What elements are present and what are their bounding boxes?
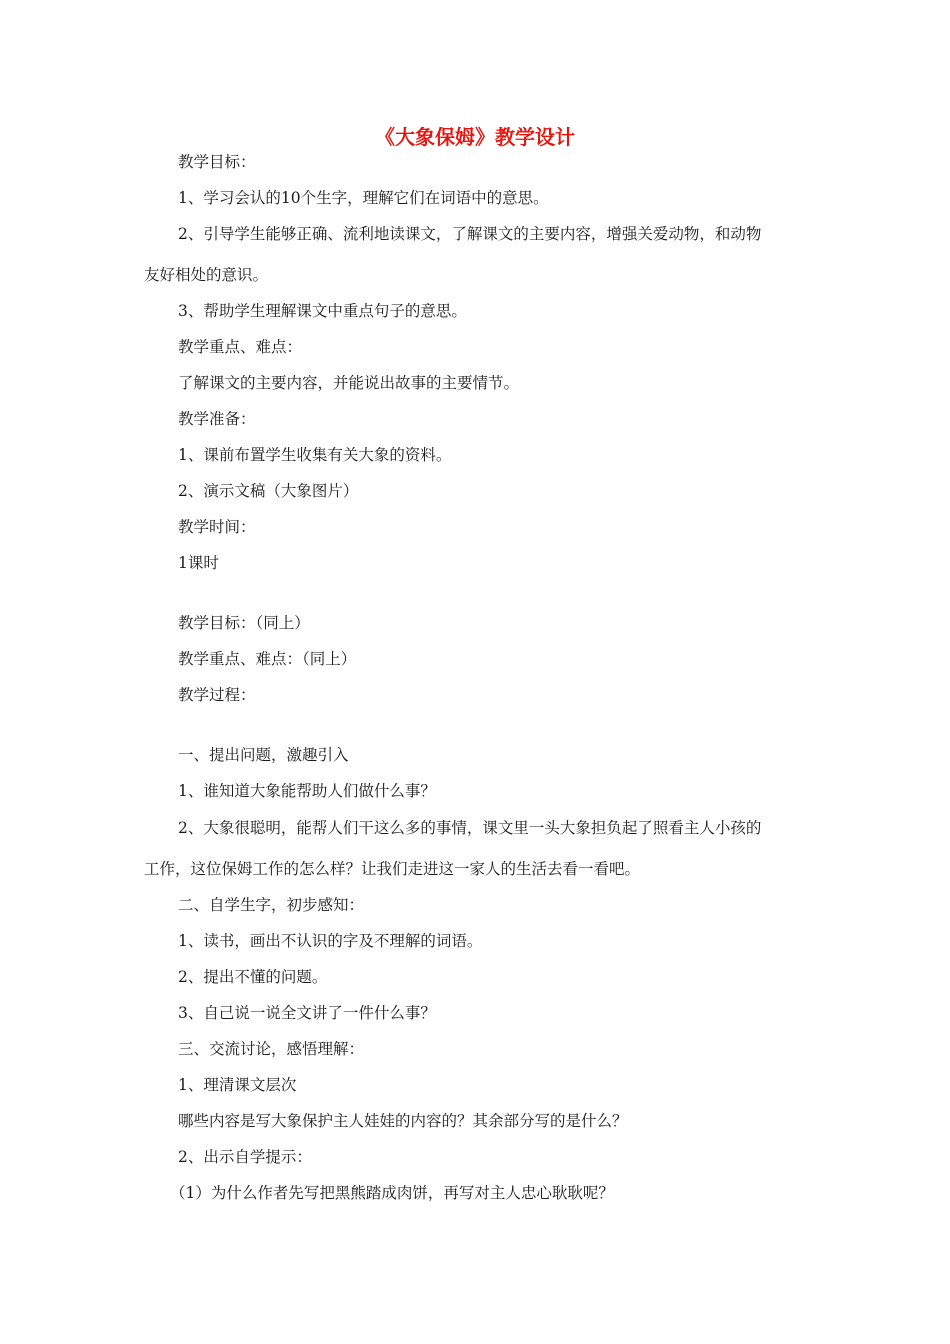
preparation-1: 1、课前布置学生收集有关大象的资料。 xyxy=(178,446,452,464)
section-2-item-2: 2、提出不懂的问题。 xyxy=(178,968,328,986)
objective-2: 2、引导学生能够正确、流利地读课文，了解课文的主要内容，增强关爱动物，和动物 xyxy=(178,225,762,243)
preparation-heading: 教学准备： xyxy=(178,410,256,428)
objective-3: 3、帮助学生理解课文中重点句子的意思。 xyxy=(178,302,467,320)
section-1-item-2-continued: 工作，这位保姆工作的怎么样？让我们走进这一家人的生活去看一看吧。 xyxy=(144,860,641,878)
section-3-prompt-1: （1）为什么作者先写把黑熊踏成肉饼，再写对主人忠心耿耿呢？ xyxy=(170,1184,614,1202)
time-heading: 教学时间： xyxy=(178,518,256,536)
objective-1: 1、学习会认的10个生字，理解它们在词语中的意思。 xyxy=(178,189,549,207)
section-1-item-2: 2、大象很聪明，能帮人们干这么多的事情，课文里一头大象担负起了照看主人小孩的 xyxy=(178,819,762,837)
section-3-question: 哪些内容是写大象保护主人娃娃的内容的？其余部分写的是什么？ xyxy=(178,1112,628,1130)
process-heading: 教学过程： xyxy=(178,686,256,704)
key-points-text: 了解课文的主要内容，并能说出故事的主要情节。 xyxy=(178,374,520,392)
section-1-item-1: 1、谁知道大象能帮助人们做什么事？ xyxy=(178,782,436,800)
section-2-item-1: 1、读书，画出不认识的字及不理解的词语。 xyxy=(178,932,483,950)
section-1-heading: 一、提出问题，激趣引入 xyxy=(178,746,349,764)
objectives-same: 教学目标：（同上） xyxy=(178,614,310,632)
key-points-heading: 教学重点、难点： xyxy=(178,338,303,356)
document-title: 《大象保姆》教学设计 xyxy=(375,125,575,149)
objective-2-continued: 友好相处的意识。 xyxy=(144,266,269,284)
section-2-heading: 二、自学生字，初步感知： xyxy=(178,896,365,914)
section-3-heading: 三、交流讨论，感悟理解： xyxy=(178,1040,365,1058)
time-text: 1课时 xyxy=(178,554,219,572)
objectives-heading: 教学目标： xyxy=(178,153,256,171)
key-points-same: 教学重点、难点：（同上） xyxy=(178,650,357,668)
preparation-2: 2、演示文稿（大象图片） xyxy=(178,482,359,500)
section-3-item-1: 1、理清课文层次 xyxy=(178,1076,297,1094)
section-2-item-3: 3、自己说一说全文讲了一件什么事？ xyxy=(178,1004,436,1022)
section-3-item-2: 2、出示自学提示： xyxy=(178,1148,312,1166)
